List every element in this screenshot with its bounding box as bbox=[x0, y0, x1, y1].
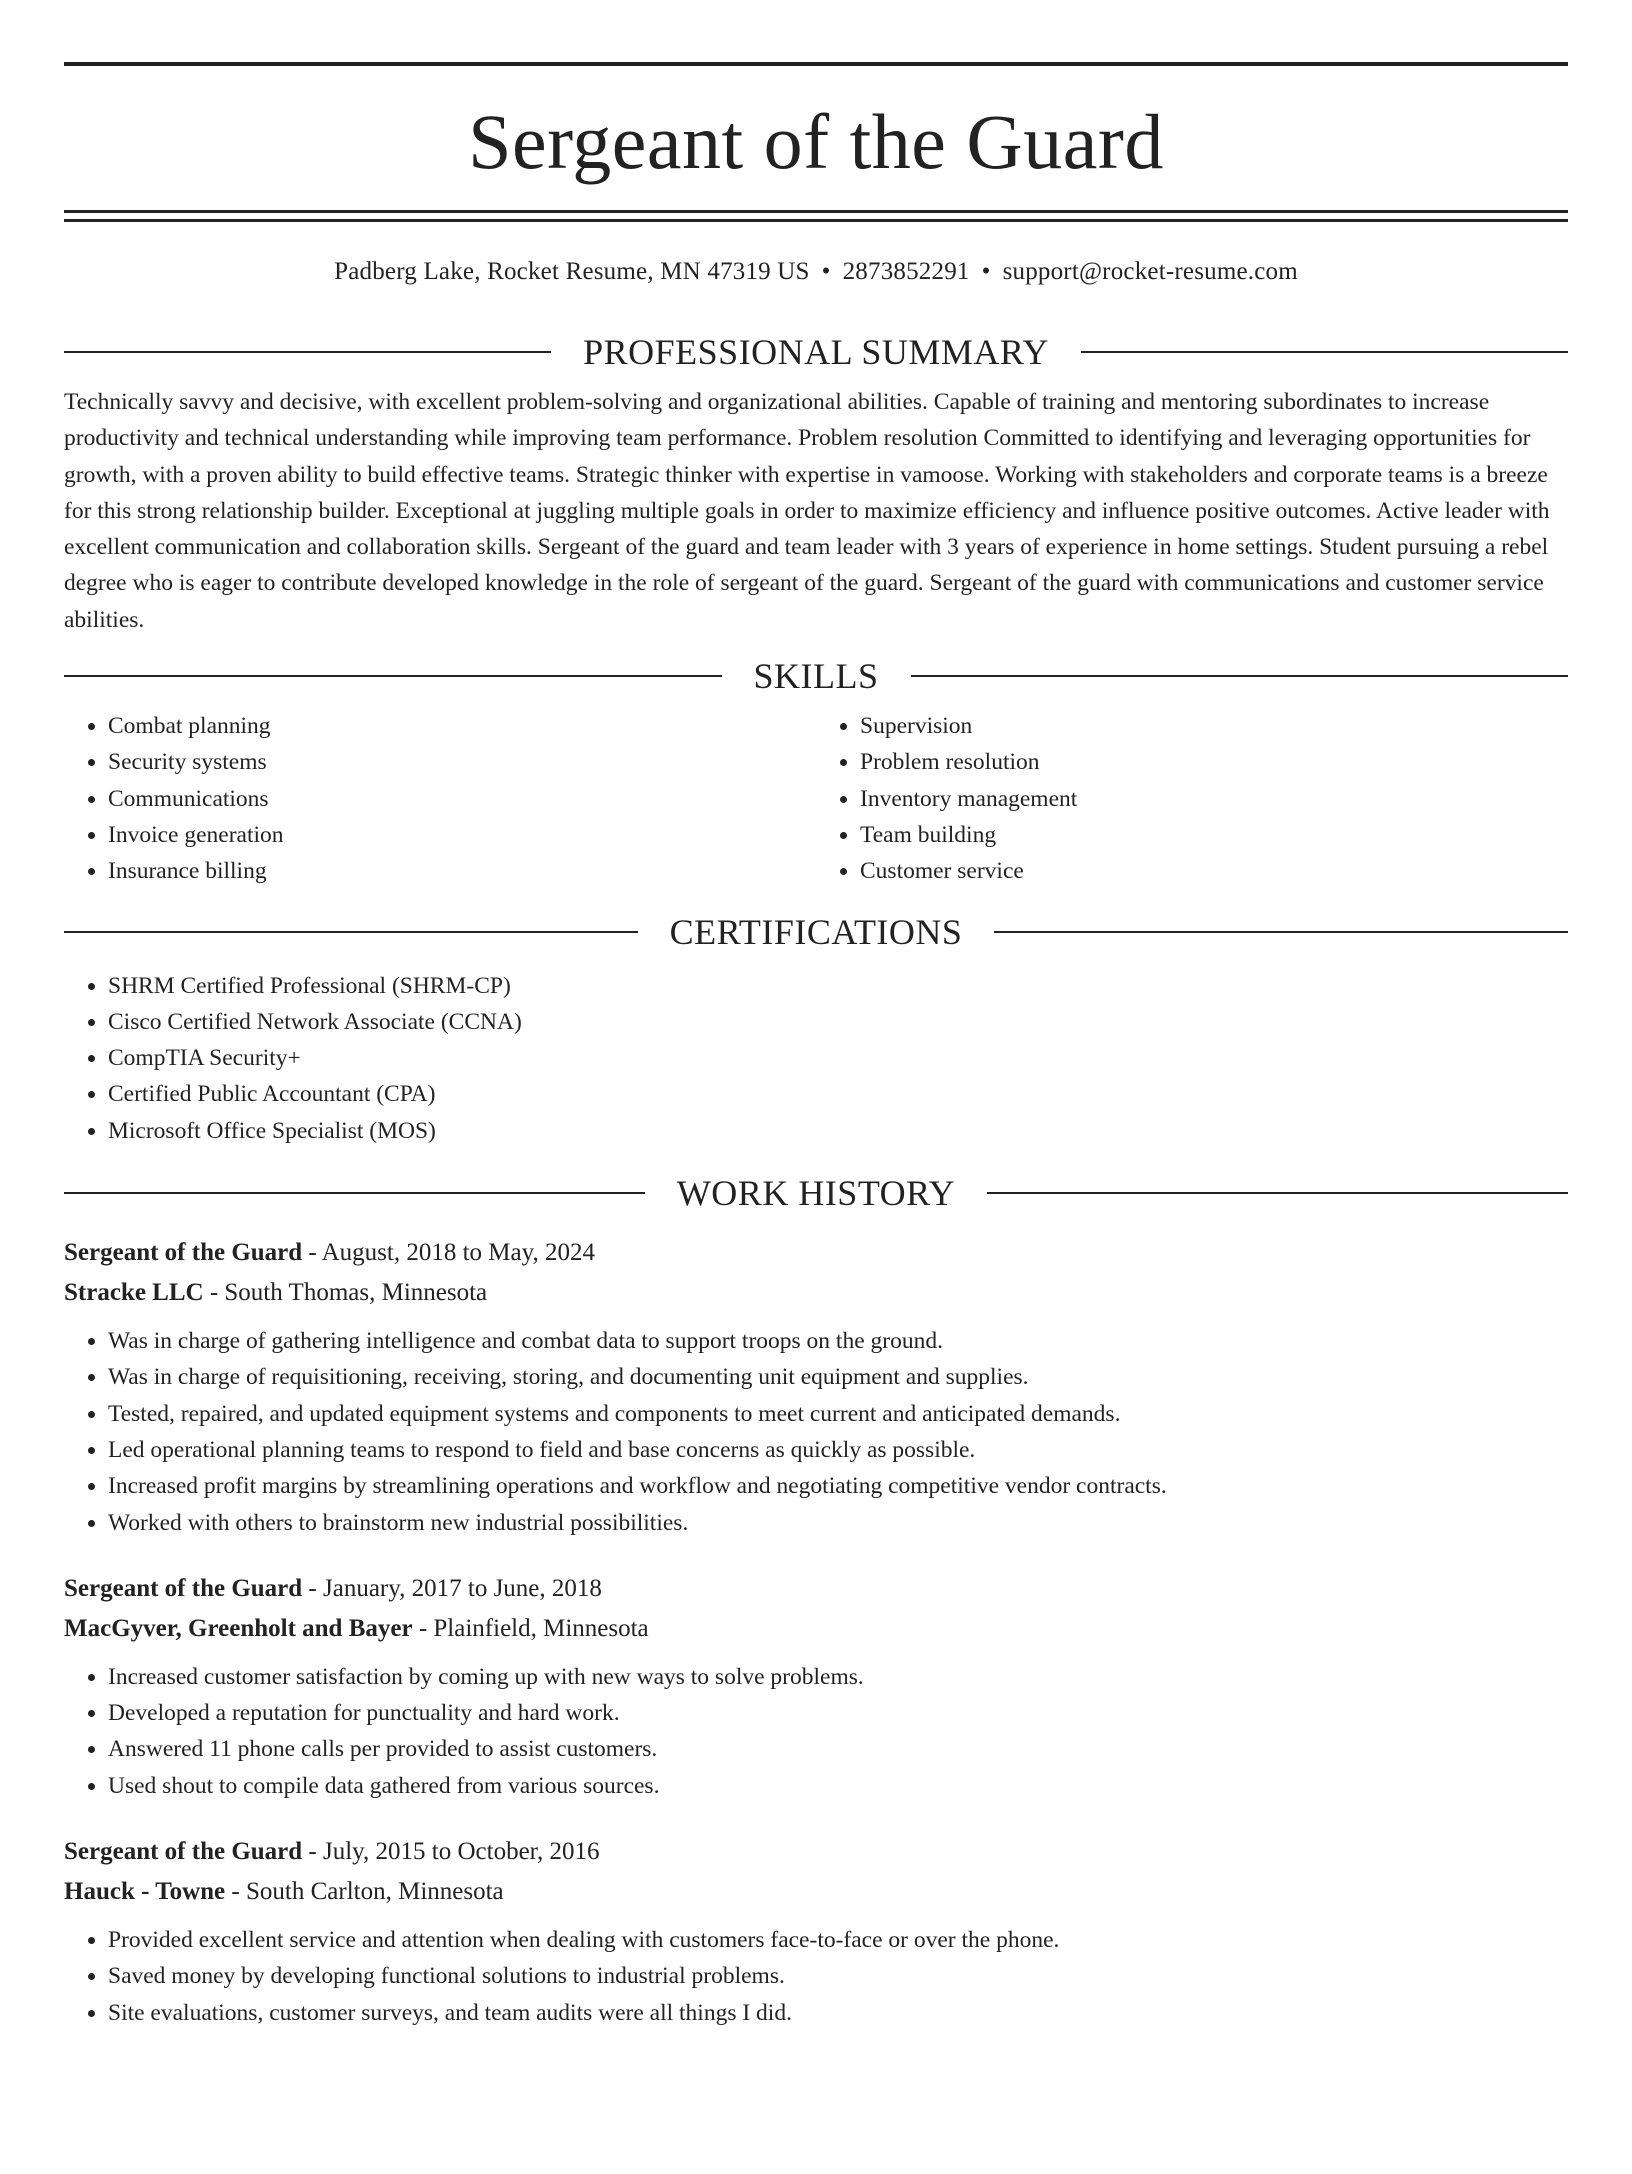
job-dates: - July, 2015 to October, 2016 bbox=[302, 1838, 600, 1866]
skills-heading bbox=[64, 654, 1568, 698]
certifications-heading bbox=[64, 910, 1568, 954]
skill-item: • Inventory management bbox=[860, 781, 1568, 817]
work-history-heading bbox=[64, 1171, 1568, 1215]
job-bullet: • Developed a reputation for punctuality and hard work. bbox=[108, 1695, 1568, 1731]
job-company-line bbox=[64, 1872, 1568, 1912]
job-company-line bbox=[64, 1609, 1568, 1649]
contact-line bbox=[64, 256, 1568, 288]
heading-rule-left bbox=[64, 351, 551, 353]
job-company-line bbox=[64, 1273, 1568, 1313]
heading-rule-left bbox=[64, 1192, 645, 1194]
heading-rule-right bbox=[911, 675, 1569, 677]
job-company: Stracke LLC bbox=[64, 1279, 204, 1307]
job-bullet: • Increased profit margins by streamlining operations and workflow and negotiating competitive vendor contracts. bbox=[108, 1468, 1568, 1504]
heading-rule-right bbox=[1081, 351, 1568, 353]
skill-item: • Supervision bbox=[860, 708, 1568, 744]
contact-address: Padberg Lake, Rocket Resume, MN 47319 US bbox=[334, 258, 810, 285]
job-title-line bbox=[64, 1832, 1568, 1872]
job-location: - South Thomas, Minnesota bbox=[203, 1279, 488, 1307]
job-role: Sergeant of the Guard bbox=[64, 1239, 303, 1267]
heading-rule-right bbox=[994, 931, 1568, 933]
job-role: Sergeant of the Guard bbox=[64, 1838, 303, 1866]
job-bullet: • Provided excellent service and attention when dealing with customers face-to-face or over the phone. bbox=[108, 1922, 1568, 1958]
contact-separator: • bbox=[821, 258, 831, 285]
summary-heading bbox=[64, 330, 1568, 374]
skills-list-right bbox=[816, 708, 1568, 889]
job-entry bbox=[64, 1832, 1568, 2031]
skills-list-left bbox=[64, 708, 816, 889]
skill-item: • Customer service bbox=[860, 853, 1568, 889]
heading-rule-right bbox=[987, 1192, 1568, 1194]
certification-item: • Certified Public Accountant (CPA) bbox=[108, 1076, 1568, 1112]
job-title-line bbox=[64, 1569, 1568, 1609]
job-bullet: • Used shout to compile data gathered from various sources. bbox=[108, 1768, 1568, 1804]
job-bullet: • Was in charge of gathering intelligence and combat data to support troops on the ground. bbox=[108, 1323, 1568, 1359]
skill-item: • Problem resolution bbox=[860, 744, 1568, 780]
skill-item: • Combat planning bbox=[108, 708, 816, 744]
job-dates: - January, 2017 to June, 2018 bbox=[302, 1574, 602, 1602]
contact-phone: 2873852291 bbox=[842, 258, 970, 285]
resume-name: Sergeant of the Guard bbox=[468, 98, 1164, 185]
job-bullets bbox=[64, 1323, 1568, 1541]
skill-item: • Security systems bbox=[108, 744, 816, 780]
contact-separator: • bbox=[981, 258, 991, 285]
skill-item: • Team building bbox=[860, 817, 1568, 853]
certification-item: • Cisco Certified Network Associate (CCNA) bbox=[108, 1004, 1568, 1040]
skill-item: • Communications bbox=[108, 781, 816, 817]
contact-email: support@rocket-resume.com bbox=[1002, 258, 1298, 285]
skill-item: • Insurance billing bbox=[108, 853, 816, 889]
certification-item: • Microsoft Office Specialist (MOS) bbox=[108, 1113, 1568, 1149]
job-entry bbox=[64, 1233, 1568, 1541]
certifications-title: CERTIFICATIONS bbox=[669, 911, 963, 952]
job-bullet: • Site evaluations, customer surveys, and team audits were all things I did. bbox=[108, 1995, 1568, 2031]
job-dates: - August, 2018 to May, 2024 bbox=[302, 1239, 595, 1267]
header-double-rule bbox=[64, 210, 1568, 222]
skills-columns bbox=[64, 708, 1568, 889]
header-top-rule bbox=[64, 62, 1568, 66]
job-bullets bbox=[64, 1922, 1568, 2031]
work-history-title: WORK HISTORY bbox=[676, 1173, 956, 1214]
job-bullet: • Worked with others to brainstorm new industrial possibilities. bbox=[108, 1505, 1568, 1541]
job-bullet: • Was in charge of requisitioning, receiving, storing, and documenting unit equipment and supplies. bbox=[108, 1359, 1568, 1395]
job-bullet: • Saved money by developing functional solutions to industrial problems. bbox=[108, 1958, 1568, 1994]
certifications-list bbox=[64, 968, 1568, 1149]
certification-item: • SHRM Certified Professional (SHRM-CP) bbox=[108, 968, 1568, 1004]
resume-page bbox=[0, 62, 1632, 2174]
job-company: MacGyver, Greenholt and Bayer bbox=[64, 1614, 413, 1642]
summary-title: PROFESSIONAL SUMMARY bbox=[583, 332, 1049, 372]
heading-rule-left bbox=[64, 675, 722, 677]
job-entry bbox=[64, 1569, 1568, 1804]
skill-item: • Invoice generation bbox=[108, 817, 816, 853]
job-bullet: • Led operational planning teams to respond to field and base concerns as quickly as possible. bbox=[108, 1432, 1568, 1468]
job-company: Hauck - Towne bbox=[64, 1878, 226, 1906]
job-location: - South Carlton, Minnesota bbox=[225, 1878, 504, 1906]
job-title-line bbox=[64, 1233, 1568, 1273]
certification-item: • CompTIA Security+ bbox=[108, 1040, 1568, 1076]
heading-rule-left bbox=[64, 931, 638, 933]
job-role: Sergeant of the Guard bbox=[64, 1574, 303, 1602]
summary-text: Technically savvy and decisive, with excellent problem-solving and organizational abilities. Capable of training and mentoring subordinates to increase productivity and technical understanding while improving team performance. Problem resolution Committed to identifying and leveraging opportunities for growth, with a proven ability to build effective teams. Strategic thinker with expertise in vamoose. Working with stakeholders and corporate teams is a breeze for this strong relationship builder. Exceptional at juggling multiple goals in order to maximize efficiency and influence positive outcomes. Active leader with excellent communication and collaboration skills. Sergeant of the guard and team leader with 3 years of experience in home settings. Student pursuing a rebel degree who is eager to contribute developed knowledge in the role of sergeant of the guard. Sergeant of the guard with communications and customer service abilities. bbox=[64, 389, 1550, 633]
job-location: - Plainfield, Minnesota bbox=[412, 1614, 649, 1642]
job-bullet: • Increased customer satisfaction by coming up with new ways to solve problems. bbox=[108, 1659, 1568, 1695]
job-bullets bbox=[64, 1659, 1568, 1804]
job-bullet: • Tested, repaired, and updated equipment systems and components to meet current and anticipated demands. bbox=[108, 1396, 1568, 1432]
skills-title: SKILLS bbox=[753, 656, 879, 697]
job-bullet: • Answered 11 phone calls per provided to assist customers. bbox=[108, 1731, 1568, 1767]
